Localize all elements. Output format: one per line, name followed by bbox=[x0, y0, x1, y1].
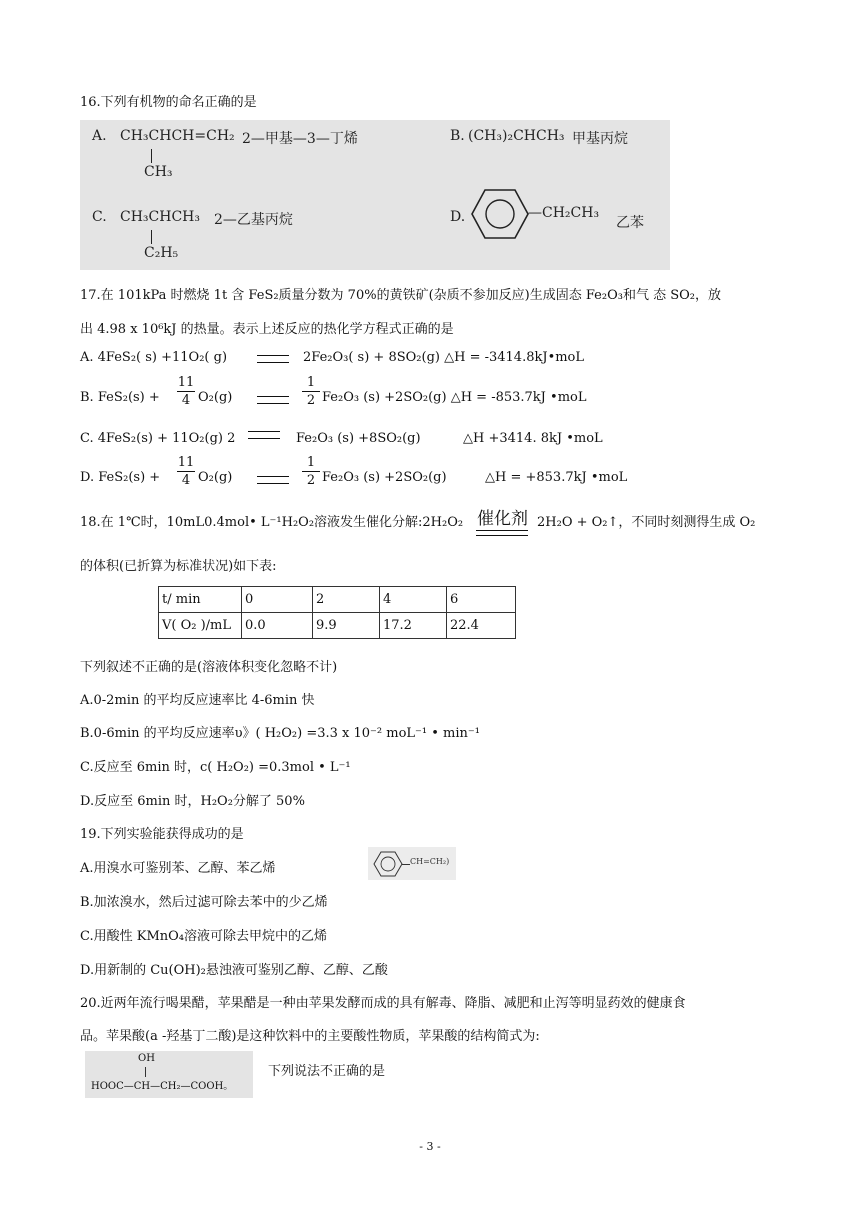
table-cell: 6 bbox=[447, 587, 516, 613]
q16-option-a-branch: CH₃ bbox=[144, 164, 173, 180]
q18-option-a: A.0-2min 的平均反应速率比 4-6min 快 bbox=[80, 693, 315, 708]
q16-option-a-formula: CH₃CHCH=CH₂ bbox=[120, 128, 235, 144]
q16-option-d-substituent: —CH₂CH₃ bbox=[528, 205, 600, 221]
q17-option-d-equals bbox=[257, 476, 289, 484]
q19-option-c: C.用酸性 KMnO₄溶液可除去甲烷中的乙烯 bbox=[80, 929, 328, 944]
q17-stem-line2: 出 4.98 x 10⁶kJ 的热量。表示上述反应的热化学方程式正确的是 bbox=[80, 322, 454, 337]
table-cell: 9.9 bbox=[313, 613, 380, 639]
q17-option-d-fraction2 bbox=[302, 455, 320, 488]
q17-option-c-equals bbox=[248, 431, 280, 439]
q17-option-b-fraction2 bbox=[302, 375, 320, 408]
q18-data-table bbox=[158, 586, 516, 639]
table-cell: 2 bbox=[313, 587, 380, 613]
q17-option-d-den2: 2 bbox=[306, 473, 316, 488]
q16-option-c-label: C. bbox=[92, 209, 107, 225]
table-cell: 0.0 bbox=[242, 613, 313, 639]
q18-stem-line2: 的体积(已折算为标准状况)如下表: bbox=[80, 559, 277, 574]
styrene-label: CH=CH₂) bbox=[410, 857, 450, 866]
q16-option-d-name: 乙苯 bbox=[616, 215, 644, 231]
styrene-bond bbox=[402, 864, 410, 865]
q19-option-a: A.用溴水可鉴别苯、乙醇、苯乙烯 bbox=[80, 861, 276, 876]
q16-option-b-name: 甲基丙烷 bbox=[572, 131, 628, 147]
q17-option-b-num2: 1 bbox=[306, 375, 316, 390]
table-cell: 0 bbox=[242, 587, 313, 613]
table-cell: 22.4 bbox=[447, 613, 516, 639]
table-row bbox=[159, 613, 516, 639]
table-row bbox=[159, 587, 516, 613]
q16-option-c-name: 2—乙基丙烷 bbox=[214, 212, 293, 228]
q16-option-a-bond bbox=[151, 149, 152, 163]
q18-catalyst-label: 催化剂 bbox=[477, 509, 528, 529]
q19-option-b: B.加浓溴水，然后过滤可除去苯中的少乙烯 bbox=[80, 895, 328, 910]
malic-acid-structure-image bbox=[85, 1051, 253, 1098]
q20-stem-line1: 20.近两年流行喝果醋，苹果醋是一种由苹果发酵而成的具有解毒、降脂、减肥和止泻等明显药效的健康食 bbox=[80, 996, 686, 1011]
q17-option-b-o2: O₂(g) bbox=[198, 390, 233, 405]
q17-option-b-num1: 11 bbox=[177, 375, 195, 390]
q18-stem-line1: 18.在 1℃时，10mL0.4mol• L⁻¹H₂O₂溶液发生催化分解:2H₂O₂ bbox=[80, 515, 464, 530]
q16-options-image bbox=[80, 120, 670, 270]
q17-option-b-fraction1 bbox=[177, 375, 195, 408]
styrene-structure-image bbox=[368, 847, 456, 880]
q17-option-d-fraction1 bbox=[177, 455, 195, 488]
page-number: - 3 - bbox=[419, 1140, 441, 1153]
q17-option-b-equals bbox=[257, 396, 289, 404]
q16-stem: 16.下列有机物的命名正确的是 bbox=[80, 95, 257, 110]
q17-option-d-enthalpy: △H = +853.7kJ •moL bbox=[485, 470, 628, 485]
q17-option-b-den1: 4 bbox=[181, 393, 191, 408]
q16-option-d-label: D. bbox=[450, 209, 466, 225]
q17-option-a-equals bbox=[257, 355, 289, 363]
q18-option-c: C.反应至 6min 时，c( H₂O₂) =0.3mol • L⁻¹ bbox=[80, 760, 351, 775]
q17-option-a-left: A. 4FeS₂( s) +11O₂( g) bbox=[80, 350, 228, 365]
q17-option-d-num2: 1 bbox=[306, 455, 316, 470]
q18-option-b: B.0-6min 的平均反应速率υ》( H₂O₂) =3.3 x 10⁻² moL⁻¹ • min⁻¹ bbox=[80, 726, 480, 741]
table-cell: 17.2 bbox=[380, 613, 447, 639]
q17-option-d-left: D. FeS₂(s) + bbox=[80, 470, 161, 485]
q20-stem-line2: 品。苹果酸(a -羟基丁二酸)是这种饮料中的主要酸性物质，苹果酸的结构简式为: bbox=[80, 1029, 540, 1044]
q18-ask: 下列叙述不正确的是(溶液体积变化忽略不计) bbox=[80, 660, 338, 675]
q16-option-a-label: A. bbox=[92, 128, 107, 144]
table-cell: 4 bbox=[380, 587, 447, 613]
q18-catalyst-arrow bbox=[476, 530, 528, 536]
q17-option-d-o2: O₂(g) bbox=[198, 470, 233, 485]
q16-option-c-bond bbox=[151, 230, 152, 244]
q17-option-d-right: Fe₂O₃ (s) +2SO₂(g) bbox=[322, 470, 447, 485]
benzene-ring-icon bbox=[373, 851, 403, 877]
q17-option-a-right: 2Fe₂O₃( s) + 8SO₂(g) △H = -3414.8kJ•moL bbox=[303, 350, 585, 365]
q20-ask: 下列说法不正确的是 bbox=[268, 1064, 386, 1079]
q17-option-c-right: Fe₂O₃ (s) +8SO₂(g) bbox=[296, 431, 421, 446]
q16-option-c-branch: C₂H₅ bbox=[144, 245, 179, 261]
malic-acid-formula: HOOC—CH—CH₂—COOH。 bbox=[91, 1081, 234, 1092]
q17-option-b-den2: 2 bbox=[306, 393, 316, 408]
q17-option-c-left: C. 4FeS₂(s) + 11O₂(g) 2 bbox=[80, 431, 236, 446]
q19-stem: 19.下列实验能获得成功的是 bbox=[80, 827, 244, 842]
q16-option-b-label: B. bbox=[450, 128, 465, 144]
q17-stem-line1: 17.在 101kPa 时燃烧 1t 含 FeS₂质量分数为 70%的黄铁矿(杂质不参加反应)生成固态 Fe₂O₃和气 态 SO₂，放 bbox=[80, 288, 721, 303]
q17-option-c-enthalpy: △H +3414. 8kJ •moL bbox=[463, 431, 603, 446]
q16-option-c-formula: CH₃CHCH₃ bbox=[120, 209, 200, 225]
table-cell: t/ min bbox=[159, 587, 242, 613]
q16-option-b-formula: (CH₃)₂CHCH₃ bbox=[468, 128, 565, 144]
q17-option-d-den1: 4 bbox=[181, 473, 191, 488]
q18-option-d: D.反应至 6min 时，H₂O₂分解了 50% bbox=[80, 794, 305, 809]
malic-acid-oh: OH bbox=[138, 1053, 155, 1064]
q18-stem-line1-end: 2H₂O + O₂↑，不同时刻测得生成 O₂ bbox=[537, 515, 756, 530]
q17-option-b-right: Fe₂O₃ (s) +2SO₂(g) △H = -853.7kJ •moL bbox=[322, 390, 587, 405]
malic-acid-bond bbox=[145, 1067, 146, 1077]
q16-option-a-name: 2—甲基—3—丁烯 bbox=[242, 131, 358, 147]
table-cell: V( O₂ )/mL bbox=[159, 613, 242, 639]
q17-option-b-left: B. FeS₂(s) + bbox=[80, 390, 160, 405]
q17-option-d-num1: 11 bbox=[177, 455, 195, 470]
benzene-ring-icon bbox=[470, 188, 530, 240]
q19-option-d: D.用新制的 Cu(OH)₂悬浊液可鉴别乙醇、乙醇、乙酸 bbox=[80, 963, 388, 978]
